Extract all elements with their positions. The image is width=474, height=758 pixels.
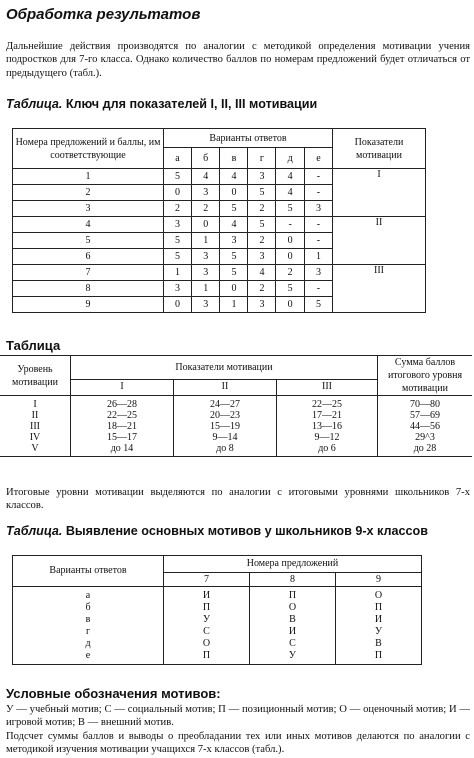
- t2-cell-level: V: [0, 443, 71, 457]
- t3-col: 8: [249, 573, 335, 587]
- t2-cell-sum: 44—56: [378, 421, 473, 432]
- t1-score: -: [304, 169, 332, 185]
- motivation-levels-table: [0, 355, 472, 457]
- t2-cell-c1: 22—25: [71, 410, 174, 421]
- t1-score: 4: [248, 265, 276, 281]
- t2-body: [0, 396, 472, 457]
- t3-cell-c8: И: [249, 626, 335, 638]
- t2-cell-c2: до 8: [174, 443, 277, 457]
- t3-cell-c8: О: [249, 602, 335, 614]
- table-row: [0, 443, 472, 457]
- t1-score: 1: [192, 233, 220, 249]
- table-row: [13, 169, 426, 185]
- t1-score: 5: [164, 249, 192, 265]
- t3-cell-c7: П: [164, 650, 250, 665]
- t1-sentence-number: 4: [13, 217, 164, 233]
- t1-score: 2: [248, 201, 276, 217]
- t2-cell-c2: 9—14: [174, 432, 277, 443]
- t3-cell-c7: П: [164, 602, 250, 614]
- t3-cell-c7: О: [164, 638, 250, 650]
- t1-score: 5: [164, 233, 192, 249]
- t1-head-sentences: Номера предложений и баллы, им соответствующие: [13, 129, 164, 169]
- table-row: [13, 626, 422, 638]
- table-row: [13, 217, 426, 233]
- t1-variant: д: [276, 148, 304, 169]
- t1-score: 5: [248, 185, 276, 201]
- t1-score: 3: [304, 265, 332, 281]
- t1-score: 3: [192, 249, 220, 265]
- t2-cell-sum: до 28: [378, 443, 473, 457]
- t1-score: 2: [276, 265, 304, 281]
- t1-score: 0: [220, 185, 248, 201]
- t2-cell-c2: 15—19: [174, 421, 277, 432]
- t3-cell-c7: У: [164, 614, 250, 626]
- t3-cell-c7: С: [164, 626, 250, 638]
- t3-cell-v: е: [13, 650, 164, 665]
- t3-cell-c9: В: [335, 638, 421, 650]
- t2-cell-level: III: [0, 421, 71, 432]
- t1-score: 5: [220, 201, 248, 217]
- t1-score: 5: [276, 201, 304, 217]
- t1-score: 3: [192, 265, 220, 281]
- t3-cell-c9: П: [335, 602, 421, 614]
- t3-cell-v: в: [13, 614, 164, 626]
- t3-head-variants: Варианты ответов: [13, 556, 164, 587]
- table-row: [13, 650, 422, 665]
- t1-score: 4: [220, 217, 248, 233]
- t1-score: 3: [192, 297, 220, 313]
- t1-score: 0: [164, 185, 192, 201]
- t1-group: III: [333, 265, 426, 313]
- t3-cell-v: д: [13, 638, 164, 650]
- conditions-text: У — учебный мотив; С — социальный мотив; П — позиционный мотив; О — оценочный мотив; И — игровой мотив; В — внешний мотив.: [6, 704, 470, 729]
- t1-score: 0: [276, 297, 304, 313]
- t1-score: 3: [248, 297, 276, 313]
- t3-body: [13, 587, 422, 665]
- table-row: [0, 432, 472, 443]
- t2-cell-c2: 24—27: [174, 396, 277, 411]
- t3-cell-v: б: [13, 602, 164, 614]
- table-row: [0, 396, 472, 411]
- t3-cell-c9: У: [335, 626, 421, 638]
- t1-score: -: [304, 185, 332, 201]
- t1-sentence-number: 3: [13, 201, 164, 217]
- t1-score: -: [304, 217, 332, 233]
- t1-head-variants: Варианты ответов: [164, 129, 333, 148]
- t1-variant: е: [304, 148, 332, 169]
- t1-score: 0: [220, 281, 248, 297]
- t1-score: 1: [220, 297, 248, 313]
- t3-cell-c9: И: [335, 614, 421, 626]
- table2-caption: Таблица: [6, 338, 61, 353]
- t2-cell-c3: 9—12: [277, 432, 378, 443]
- t2-cell-c1: 26—28: [71, 396, 174, 411]
- t3-cell-c9: О: [335, 587, 421, 603]
- table-row: [13, 614, 422, 626]
- t1-sentence-number: 1: [13, 169, 164, 185]
- t1-sentence-number: 2: [13, 185, 164, 201]
- t1-score: 1: [304, 249, 332, 265]
- t3-head-sentence-numbers: Номера предложений: [164, 556, 422, 573]
- t1-sentence-number: 9: [13, 297, 164, 313]
- t1-head-indicators: Показатели мотивации: [333, 129, 426, 169]
- table3-caption-text: Выявление основных мотивов у школьников 9-х классов: [62, 524, 428, 538]
- t1-group: II: [333, 217, 426, 265]
- t2-cell-sum: 29^3: [378, 432, 473, 443]
- t1-score: 3: [164, 217, 192, 233]
- t3-cell-c9: П: [335, 650, 421, 665]
- t2-cell-c3: 22—25: [277, 396, 378, 411]
- t1-score: -: [276, 217, 304, 233]
- t3-cell-v: а: [13, 587, 164, 603]
- t1-group: I: [333, 169, 426, 217]
- t1-score: 1: [192, 281, 220, 297]
- t2-cell-sum: 70—80: [378, 396, 473, 411]
- t2-cell-c2: 20—23: [174, 410, 277, 421]
- table-row: [0, 410, 472, 421]
- t1-score: 4: [276, 185, 304, 201]
- t1-score: 5: [276, 281, 304, 297]
- t1-score: 0: [164, 297, 192, 313]
- t1-score: 3: [192, 185, 220, 201]
- t1-score: 2: [192, 201, 220, 217]
- t1-score: 1: [164, 265, 192, 281]
- t2-cell-level: I: [0, 396, 71, 411]
- t1-body: [13, 169, 426, 313]
- main-motives-table: [12, 555, 422, 665]
- t1-score: -: [304, 281, 332, 297]
- t3-cell-c8: П: [249, 587, 335, 603]
- table1-caption-text: Ключ для показателей I, II, III мотивации: [62, 97, 318, 111]
- t2-cell-c1: до 14: [71, 443, 174, 457]
- t1-variant: г: [248, 148, 276, 169]
- t1-score: 4: [276, 169, 304, 185]
- motivation-key-table: [12, 128, 426, 313]
- t1-score: 3: [248, 249, 276, 265]
- t1-score: 3: [248, 169, 276, 185]
- t1-score: 0: [276, 233, 304, 249]
- conditions-title: Условные обозначения мотивов:: [6, 686, 221, 701]
- t1-variant: а: [164, 148, 192, 169]
- t1-sentence-number: 7: [13, 265, 164, 281]
- t1-score: 5: [248, 217, 276, 233]
- t1-variant: в: [220, 148, 248, 169]
- table-row: [13, 265, 426, 281]
- table3-caption-label: Таблица.: [6, 524, 63, 538]
- t1-score: 5: [304, 297, 332, 313]
- table3-caption: [6, 524, 428, 538]
- t3-cell-c8: С: [249, 638, 335, 650]
- t1-score: 2: [248, 281, 276, 297]
- t1-sentence-number: 8: [13, 281, 164, 297]
- t2-cell-c3: 13—16: [277, 421, 378, 432]
- t1-score: 0: [276, 249, 304, 265]
- t3-cell-c8: В: [249, 614, 335, 626]
- t2-col: I: [71, 380, 174, 396]
- table-row: [0, 421, 472, 432]
- t2-cell-c1: 15—17: [71, 432, 174, 443]
- t1-score: 3: [220, 233, 248, 249]
- table-row: [13, 602, 422, 614]
- intro-paragraph: Дальнейшие действия производятся по аналогии с методикой определения мотивации учения подростков для 7-го класса. Однако количество баллов по номерам предложений будет отличаться от предыдущего (табл.).: [6, 41, 470, 79]
- t1-sentence-number: 6: [13, 249, 164, 265]
- t2-cell-sum: 57—69: [378, 410, 473, 421]
- t2-head-level: Уровень мотивации: [0, 356, 71, 396]
- table1-caption-label: Таблица.: [6, 97, 63, 111]
- t1-score: 2: [248, 233, 276, 249]
- t1-score: 3: [304, 201, 332, 217]
- t1-score: 5: [164, 169, 192, 185]
- table1-caption: [6, 97, 317, 111]
- t2-cell-level: IV: [0, 432, 71, 443]
- t1-score: 5: [220, 249, 248, 265]
- t2-head-indicators: Показатели мотивации: [71, 356, 378, 380]
- t3-cell-v: г: [13, 626, 164, 638]
- after-table2-text: Итоговые уровни мотивации выделяются по аналогии с итоговыми уровнями школьников 7-х классов.: [6, 487, 470, 512]
- t3-col: 7: [164, 573, 250, 587]
- final-text: Подсчет суммы баллов и выводы о преобладании тех или иных мотивов делаются по аналогии с методикой изучения мотивации учащихся 7-х классов (табл.).: [6, 731, 470, 756]
- t1-score: -: [304, 233, 332, 249]
- t1-score: 2: [164, 201, 192, 217]
- t1-score: 3: [164, 281, 192, 297]
- t3-cell-c7: И: [164, 587, 250, 603]
- t2-cell-level: II: [0, 410, 71, 421]
- t2-cell-c3: 17—21: [277, 410, 378, 421]
- t2-col: II: [174, 380, 277, 396]
- section-title: Обработка результатов: [6, 6, 201, 23]
- t1-score: 4: [220, 169, 248, 185]
- table-row: [13, 638, 422, 650]
- table-row: [13, 587, 422, 603]
- t1-variant: б: [192, 148, 220, 169]
- t2-head-sum: Сумма баллов итогового уровня мотивации: [378, 356, 473, 396]
- t1-score: 5: [220, 265, 248, 281]
- t2-col: III: [277, 380, 378, 396]
- t2-cell-c3: до 6: [277, 443, 378, 457]
- t1-score: 4: [192, 169, 220, 185]
- t3-cell-c8: У: [249, 650, 335, 665]
- t1-sentence-number: 5: [13, 233, 164, 249]
- t1-score: 0: [192, 217, 220, 233]
- t2-cell-c1: 18—21: [71, 421, 174, 432]
- t3-col: 9: [335, 573, 421, 587]
